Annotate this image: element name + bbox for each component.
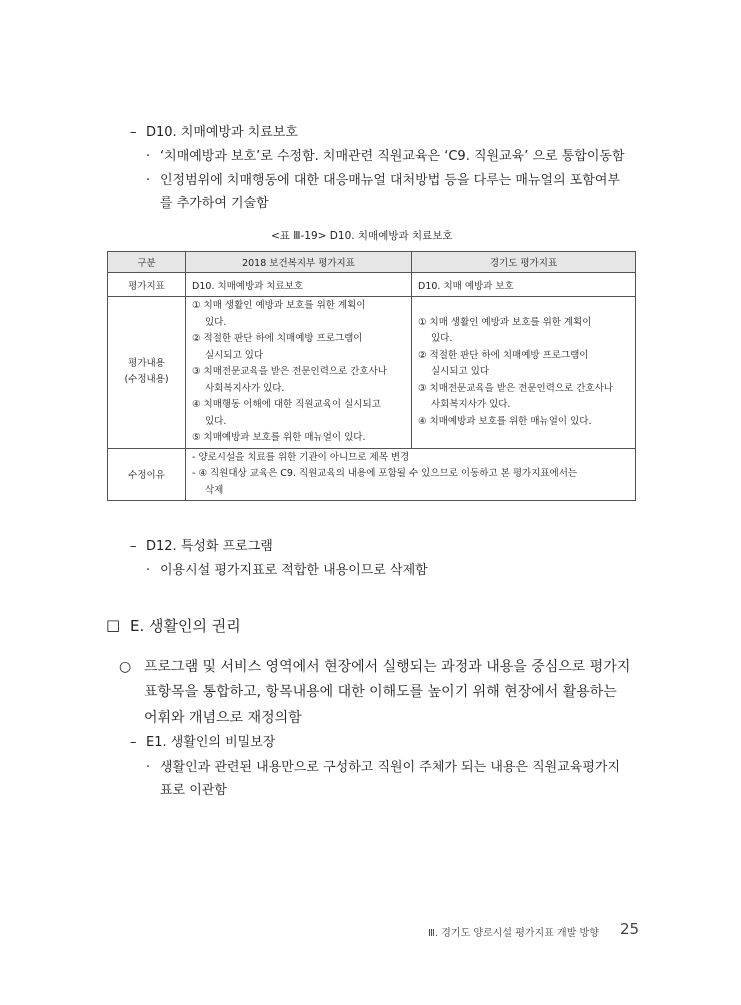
e1-bullet-2: 표로 이관함 xyxy=(160,783,227,798)
bullet-dot: · xyxy=(146,760,151,775)
content-line: ⑤ 치매예방과 보호를 위한 매뉴얼이 있다. xyxy=(192,432,366,443)
d10-bullet-2-cont: 를 추가하여 기술함 xyxy=(160,196,269,211)
content-line: ② 적절한 판단 하에 치매예방 프로그램이 xyxy=(192,333,363,344)
comparison-table xyxy=(107,251,636,501)
e1-bullet-1: 생활인과 관련된 내용만으로 구성하고 직원이 주체가 되는 내용은 직원교육평가지 xyxy=(160,760,621,775)
bullet-dot: · xyxy=(146,563,151,578)
table-row xyxy=(108,273,636,297)
header-category: 구분 xyxy=(108,252,186,273)
content-line: 실시되고 있다 xyxy=(205,349,264,361)
header-ministry: 2018 보건복지부 평가지표 xyxy=(186,252,412,273)
header-gyeonggi: 경기도 평가지표 xyxy=(412,252,636,273)
content-line: ④ 치매행동 이해에 대한 직원교육이 실시되고 xyxy=(192,399,381,410)
row-label xyxy=(108,297,186,449)
table-row xyxy=(108,448,636,501)
row-label-line: (수정내용) xyxy=(124,374,169,386)
section-e-title: E. 생활인의 권리 xyxy=(130,617,241,635)
footer-chapter: Ⅲ. 경기도 양로시설 평가지표 개발 방향 xyxy=(428,928,599,939)
content-line: ③ 치매전문교육을 받은 전문인력으로 간호사나 xyxy=(418,382,613,394)
content-line: ③ 치매전문교육을 받은 전문인력으로 간호사나 xyxy=(192,366,387,377)
dash-mark: – xyxy=(130,539,137,554)
bullet-dot: · xyxy=(146,149,151,164)
d10-heading: D10. 치매예방과 치료보호 xyxy=(146,125,298,140)
section-e-para-2: 표항목을 통합하고, 항목내용에 대한 이해도를 높이기 위해 현장에서 활용하는 xyxy=(144,684,617,700)
row-label-line: 평가내용 xyxy=(128,357,165,369)
section-checkbox: □ xyxy=(106,616,121,634)
ministry-indicator: D10. 치매예방과 치료보호 xyxy=(186,273,412,297)
revision-reason xyxy=(186,448,636,501)
row-label: 평가지표 xyxy=(108,273,186,297)
content-line: 있다. xyxy=(205,316,227,328)
content-line: 사회복지사가 있다. xyxy=(431,399,511,410)
content-line: 사회복지사가 있다. xyxy=(205,382,285,394)
gyeonggi-indicator: D10. 치매 예방과 보호 xyxy=(412,273,636,297)
section-e-para-3: 어휘와 개념으로 재정의함 xyxy=(144,710,302,726)
content-line: ④ 치매예방과 보호를 위한 매뉴얼이 있다. xyxy=(418,415,592,427)
dash-mark: – xyxy=(130,125,137,140)
circle-mark: ○ xyxy=(119,659,132,675)
gyeonggi-content xyxy=(412,297,636,449)
bullet-dot: · xyxy=(146,173,151,188)
content-line: 있다. xyxy=(205,415,227,427)
d10-bullet-2: 인정범위에 치매행동에 대한 대응매뉴얼 대처방법 등을 다루는 매뉴얼의 포함여부 xyxy=(160,173,621,188)
content-line: 있다. xyxy=(431,333,453,344)
content-line: ① 치매 생활인 예방과 보호를 위한 계획이 xyxy=(418,316,592,328)
content-line: ① 치매 생활인 예방과 보호를 위한 계획이 xyxy=(192,300,366,311)
d10-bullet-1: ‘치매예방과 보호’로 수정함. 치매관련 직원교육은 ‘C9. 직원교육’ 으로 통합이동함 xyxy=(160,149,625,164)
section-e-para-1: 프로그램 및 서비스 영역에서 현장에서 실행되는 과정과 내용을 중심으로 평가지 xyxy=(144,659,631,675)
reason-line: 삭제 xyxy=(205,484,224,496)
dash-mark: – xyxy=(130,735,137,750)
ministry-content xyxy=(186,297,412,449)
table-row xyxy=(108,297,636,449)
table-caption: <표 Ⅲ-19> D10. 치매예방과 치료보호 xyxy=(271,230,453,242)
reason-line: - ④ 직원대상 교육은 C9. 직원교육의 내용에 포함될 수 있으므로 이동하고 본 평가지표에서는 xyxy=(192,468,578,479)
row-label: 수정이유 xyxy=(108,448,186,501)
page-number: 25 xyxy=(620,920,640,938)
content-line: 실시되고 있다 xyxy=(431,366,490,377)
e1-heading: E1. 생활인의 비밀보장 xyxy=(146,735,276,750)
table-header-row xyxy=(108,252,636,273)
d12-heading: D12. 특성화 프로그램 xyxy=(146,539,273,554)
d12-bullet: 이용시설 평가지표로 적합한 내용이므로 삭제함 xyxy=(160,563,428,578)
reason-line: - 양로시설을 치료를 위한 기관이 아니므로 제목 변경 xyxy=(192,451,410,463)
content-line: ② 적절한 판단 하에 치매예방 프로그램이 xyxy=(418,349,589,361)
